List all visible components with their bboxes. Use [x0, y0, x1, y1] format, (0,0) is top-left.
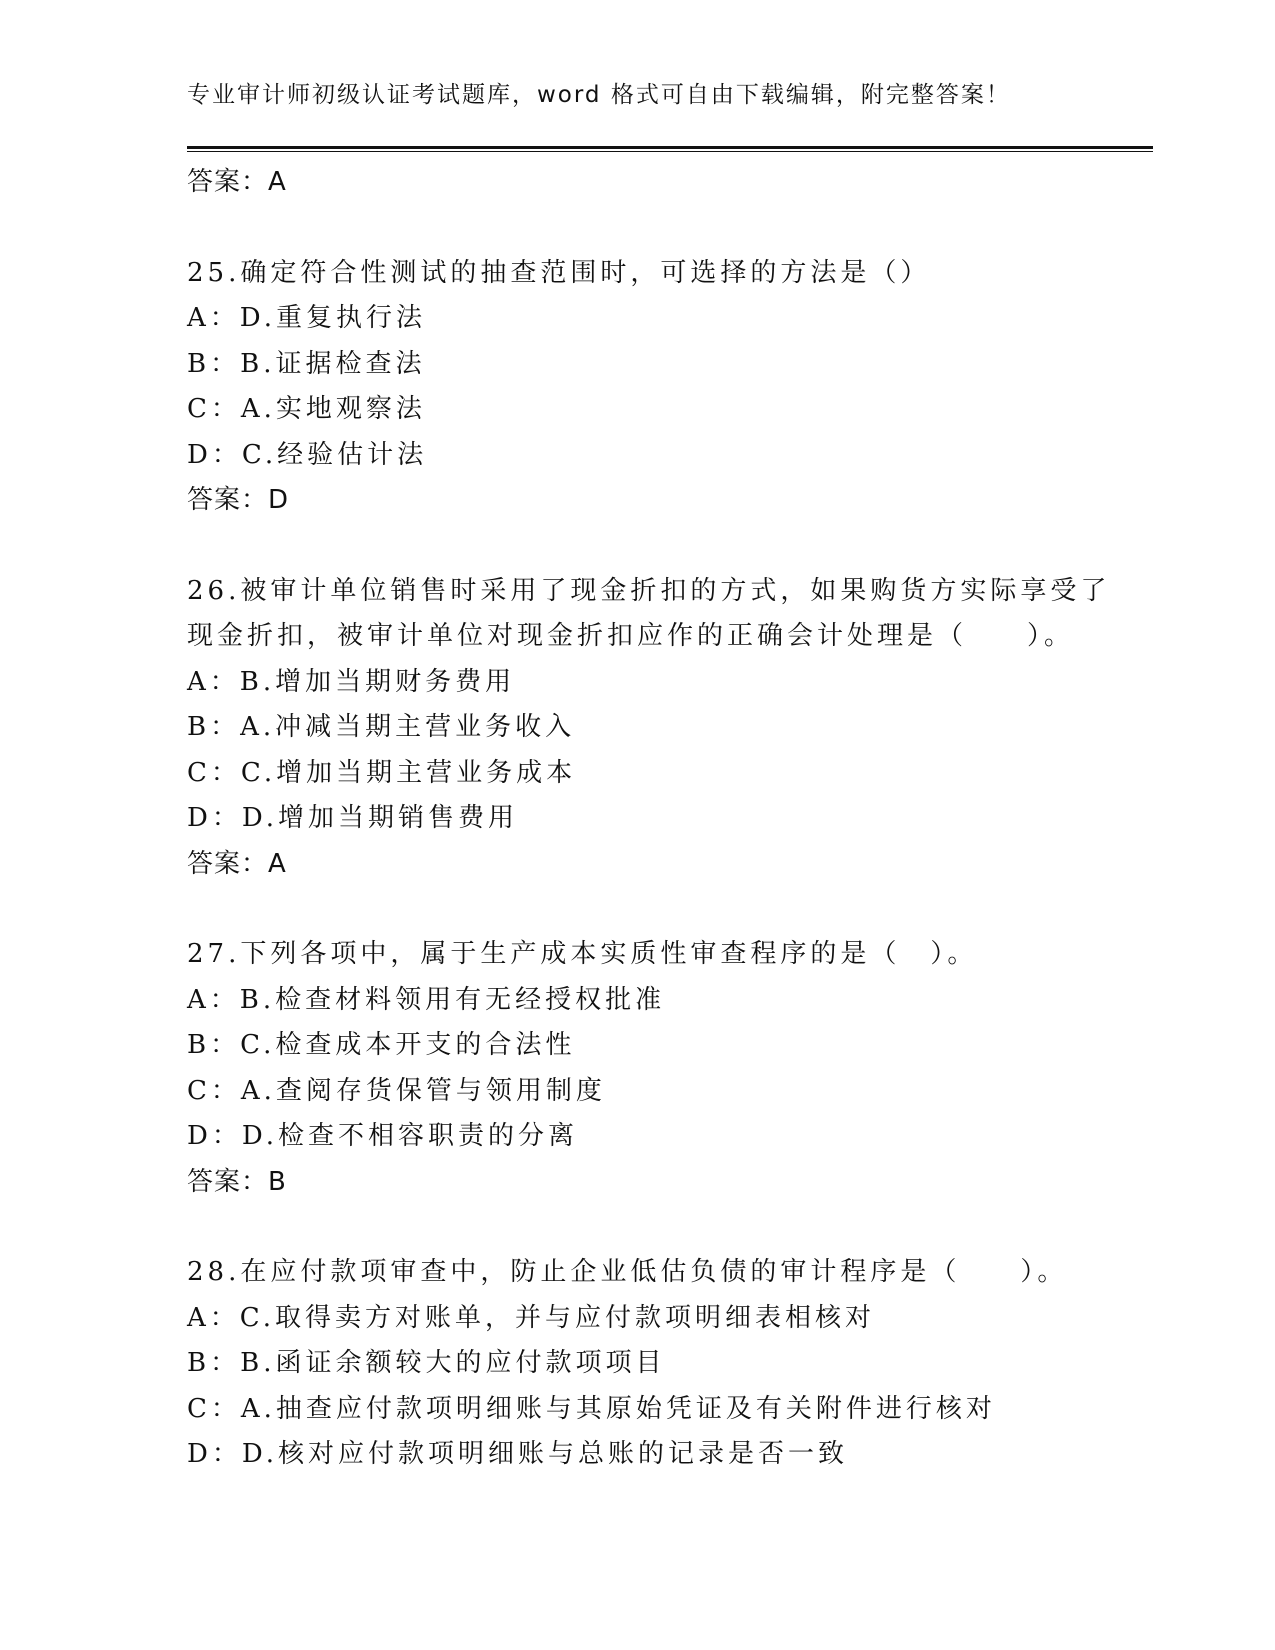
option-c: C：A.抽查应付款项明细账与其原始凭证及有关附件进行核对 [187, 1393, 996, 1424]
header-rule-thick [187, 146, 1153, 149]
option-a: A：B.增加当期财务费用 [187, 666, 516, 697]
page-header: 专业审计师初级认证考试题库，word 格式可自由下载编辑，附完整答案！ [187, 82, 1011, 108]
question-27 [187, 932, 1147, 1205]
question-26 [187, 569, 1147, 888]
answer-label: 答案：D [187, 485, 290, 515]
answer-label: 答案：A [187, 848, 287, 879]
header-rule-thin [187, 151, 1153, 152]
question-stem-continued: 现金折扣，被审计单位对现金折扣应作的正确会计处理是（ ）。 [187, 621, 1075, 651]
option-a: A：D.重复执行法 [187, 303, 426, 333]
option-c: C：A.实地观察法 [187, 394, 426, 424]
option-d: D：C.经验估计法 [187, 439, 428, 470]
option-a: A：B.检查材料领用有无经授权批准 [187, 984, 666, 1015]
question-stem: 28.在应付款项审查中，防止企业低估负债的审计程序是（ ）。 [187, 1257, 1068, 1287]
question-stem: 25.确定符合性测试的抽查范围时，可选择的方法是（） [187, 257, 931, 288]
option-b: B：C.检查成本开支的合法性 [187, 1030, 576, 1060]
question-28 [187, 1250, 1147, 1478]
option-d: D：D.核对应付款项明细账与总账的记录是否一致 [187, 1439, 849, 1469]
option-c: C：A.查阅存货保管与领用制度 [187, 1075, 606, 1106]
option-a: A：C.取得卖方对账单，并与应付款项明细表相核对 [187, 1302, 876, 1333]
option-b: B：A.冲减当期主营业务收入 [187, 712, 576, 742]
question-stem: 26.被审计单位销售时采用了现金折扣的方式，如果购货方实际享受了 [187, 575, 1111, 606]
option-d: D：D.检查不相容职责的分离 [187, 1121, 579, 1151]
option-b: B：B.证据检查法 [187, 348, 426, 379]
option-c: C：C.增加当期主营业务成本 [187, 757, 577, 788]
answer-label: 答案：A [187, 167, 287, 197]
option-d: D：D.增加当期销售费用 [187, 803, 519, 833]
option-b: B：B.函证余额较大的应付款项项目 [187, 1348, 666, 1378]
question-25 [187, 251, 1147, 524]
question-list [187, 160, 1147, 1478]
answer-label: 答案：B [187, 1166, 287, 1197]
question-stem: 27.下列各项中，属于生产成本实质性审查程序的是（ ）。 [187, 939, 978, 969]
